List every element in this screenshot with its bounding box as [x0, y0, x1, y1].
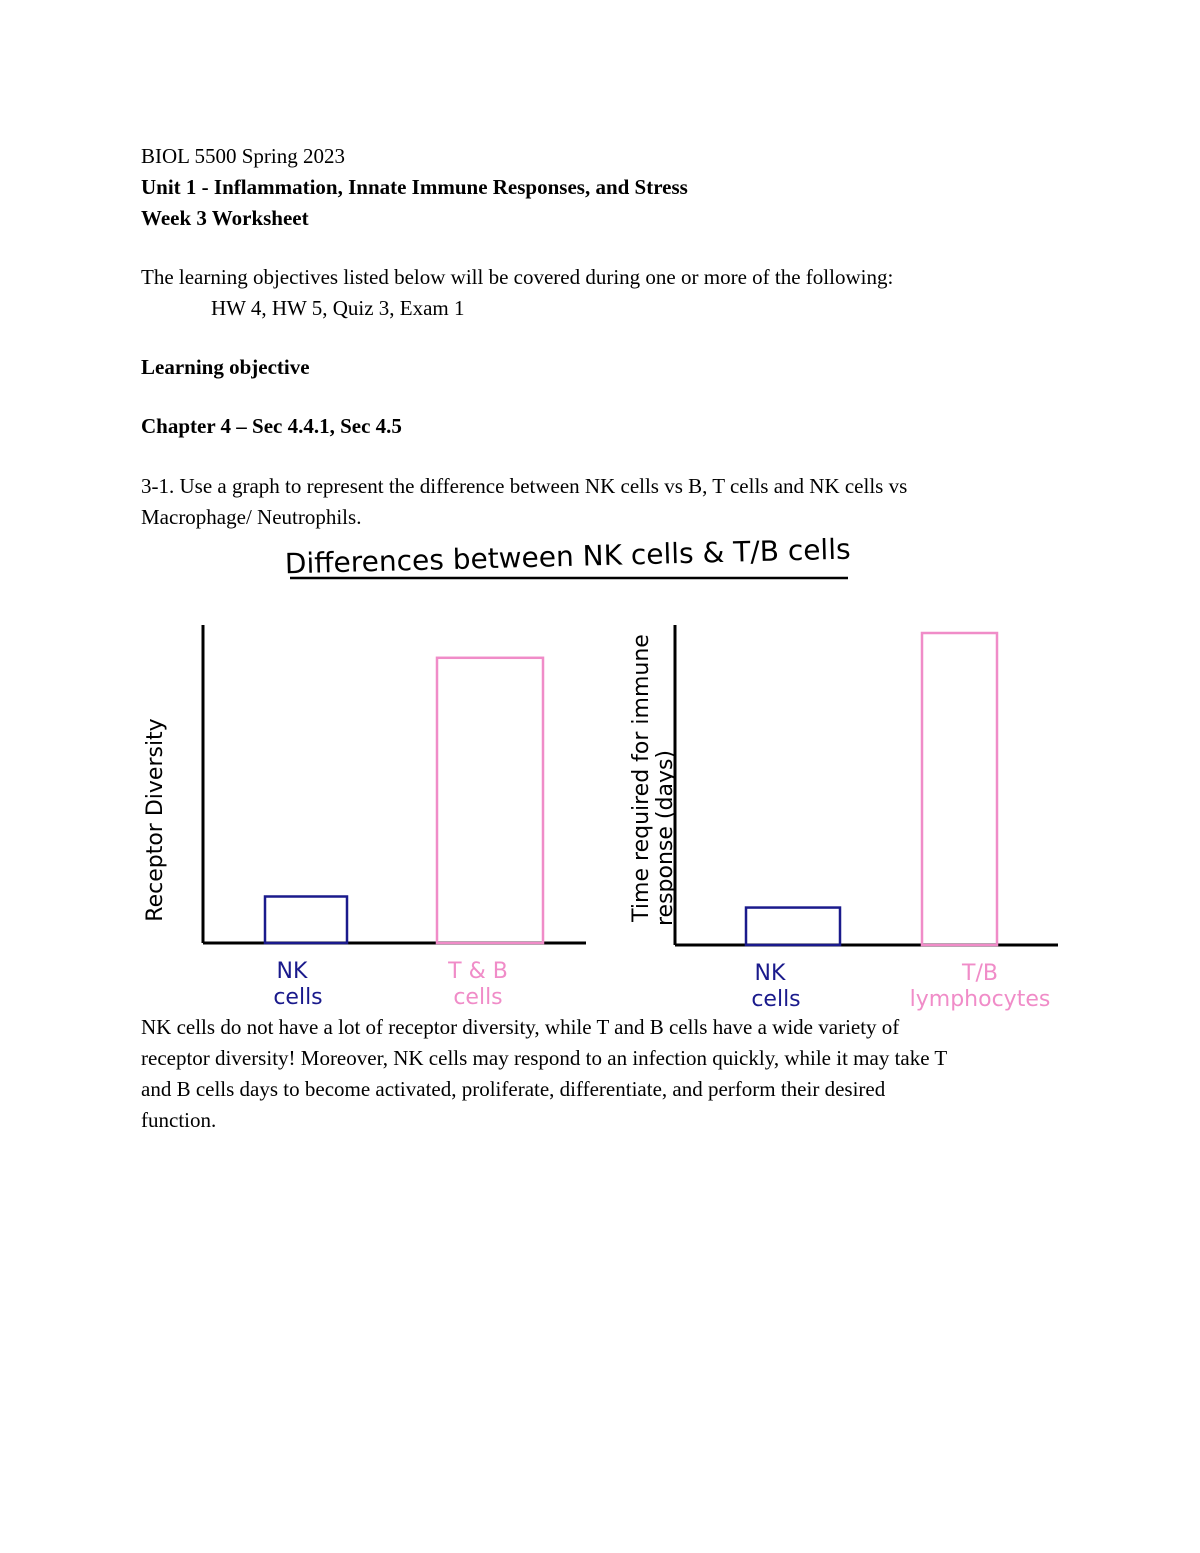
answer-line: receptor diversity! Moreover, NK cells may respond to an infection quickly, while it may take T [141, 1046, 948, 1070]
assessment-list: HW 4, HW 5, Quiz 3, Exam 1 [211, 296, 465, 320]
answer-line: NK cells do not have a lot of receptor diversity, while T and B cells have a wide variety of [141, 1015, 900, 1039]
tick-label: NK cells [751, 961, 801, 1012]
receptor-diversity-chart [143, 625, 586, 1010]
answer-paragraph [141, 1012, 1061, 1136]
week-title: Week 3 Worksheet [141, 206, 309, 230]
bar [437, 658, 543, 943]
intro-text: The learning objectives listed below will be covered during one or more of the following: [141, 265, 894, 289]
bar [922, 633, 997, 945]
tick-label: T & B cells [448, 959, 508, 1010]
course-title: BIOL 5500 Spring 2023 [141, 144, 345, 168]
comparison-figure [0, 530, 1200, 1020]
y-axis-label: Time required for immuneresponse (days) [629, 634, 678, 927]
bar [746, 908, 840, 945]
chapter-heading: Chapter 4 – Sec 4.4.1, Sec 4.5 [141, 414, 402, 438]
section-heading: Learning objective [141, 355, 310, 379]
unit-title: Unit 1 - Inflammation, Innate Immune Responses, and Stress [141, 175, 688, 199]
question-line-2: Macrophage/ Neutrophils. [141, 505, 362, 529]
tick-label: T/B lymphocytes [909, 961, 1051, 1012]
response-time-chart [629, 625, 1058, 1012]
bar [265, 897, 347, 944]
answer-line: and B cells days to become activated, proliferate, differentiate, and perform their desired [141, 1077, 886, 1101]
figure-title: Differences between NK cells & T/B cells [284, 532, 852, 581]
question-line-1: 3-1. Use a graph to represent the difference between NK cells vs B, T cells and NK cells vs [141, 474, 908, 498]
y-axis-label: Receptor Diversity [143, 718, 168, 922]
tick-label: NK cells [273, 959, 323, 1010]
answer-line: function. [141, 1108, 217, 1132]
